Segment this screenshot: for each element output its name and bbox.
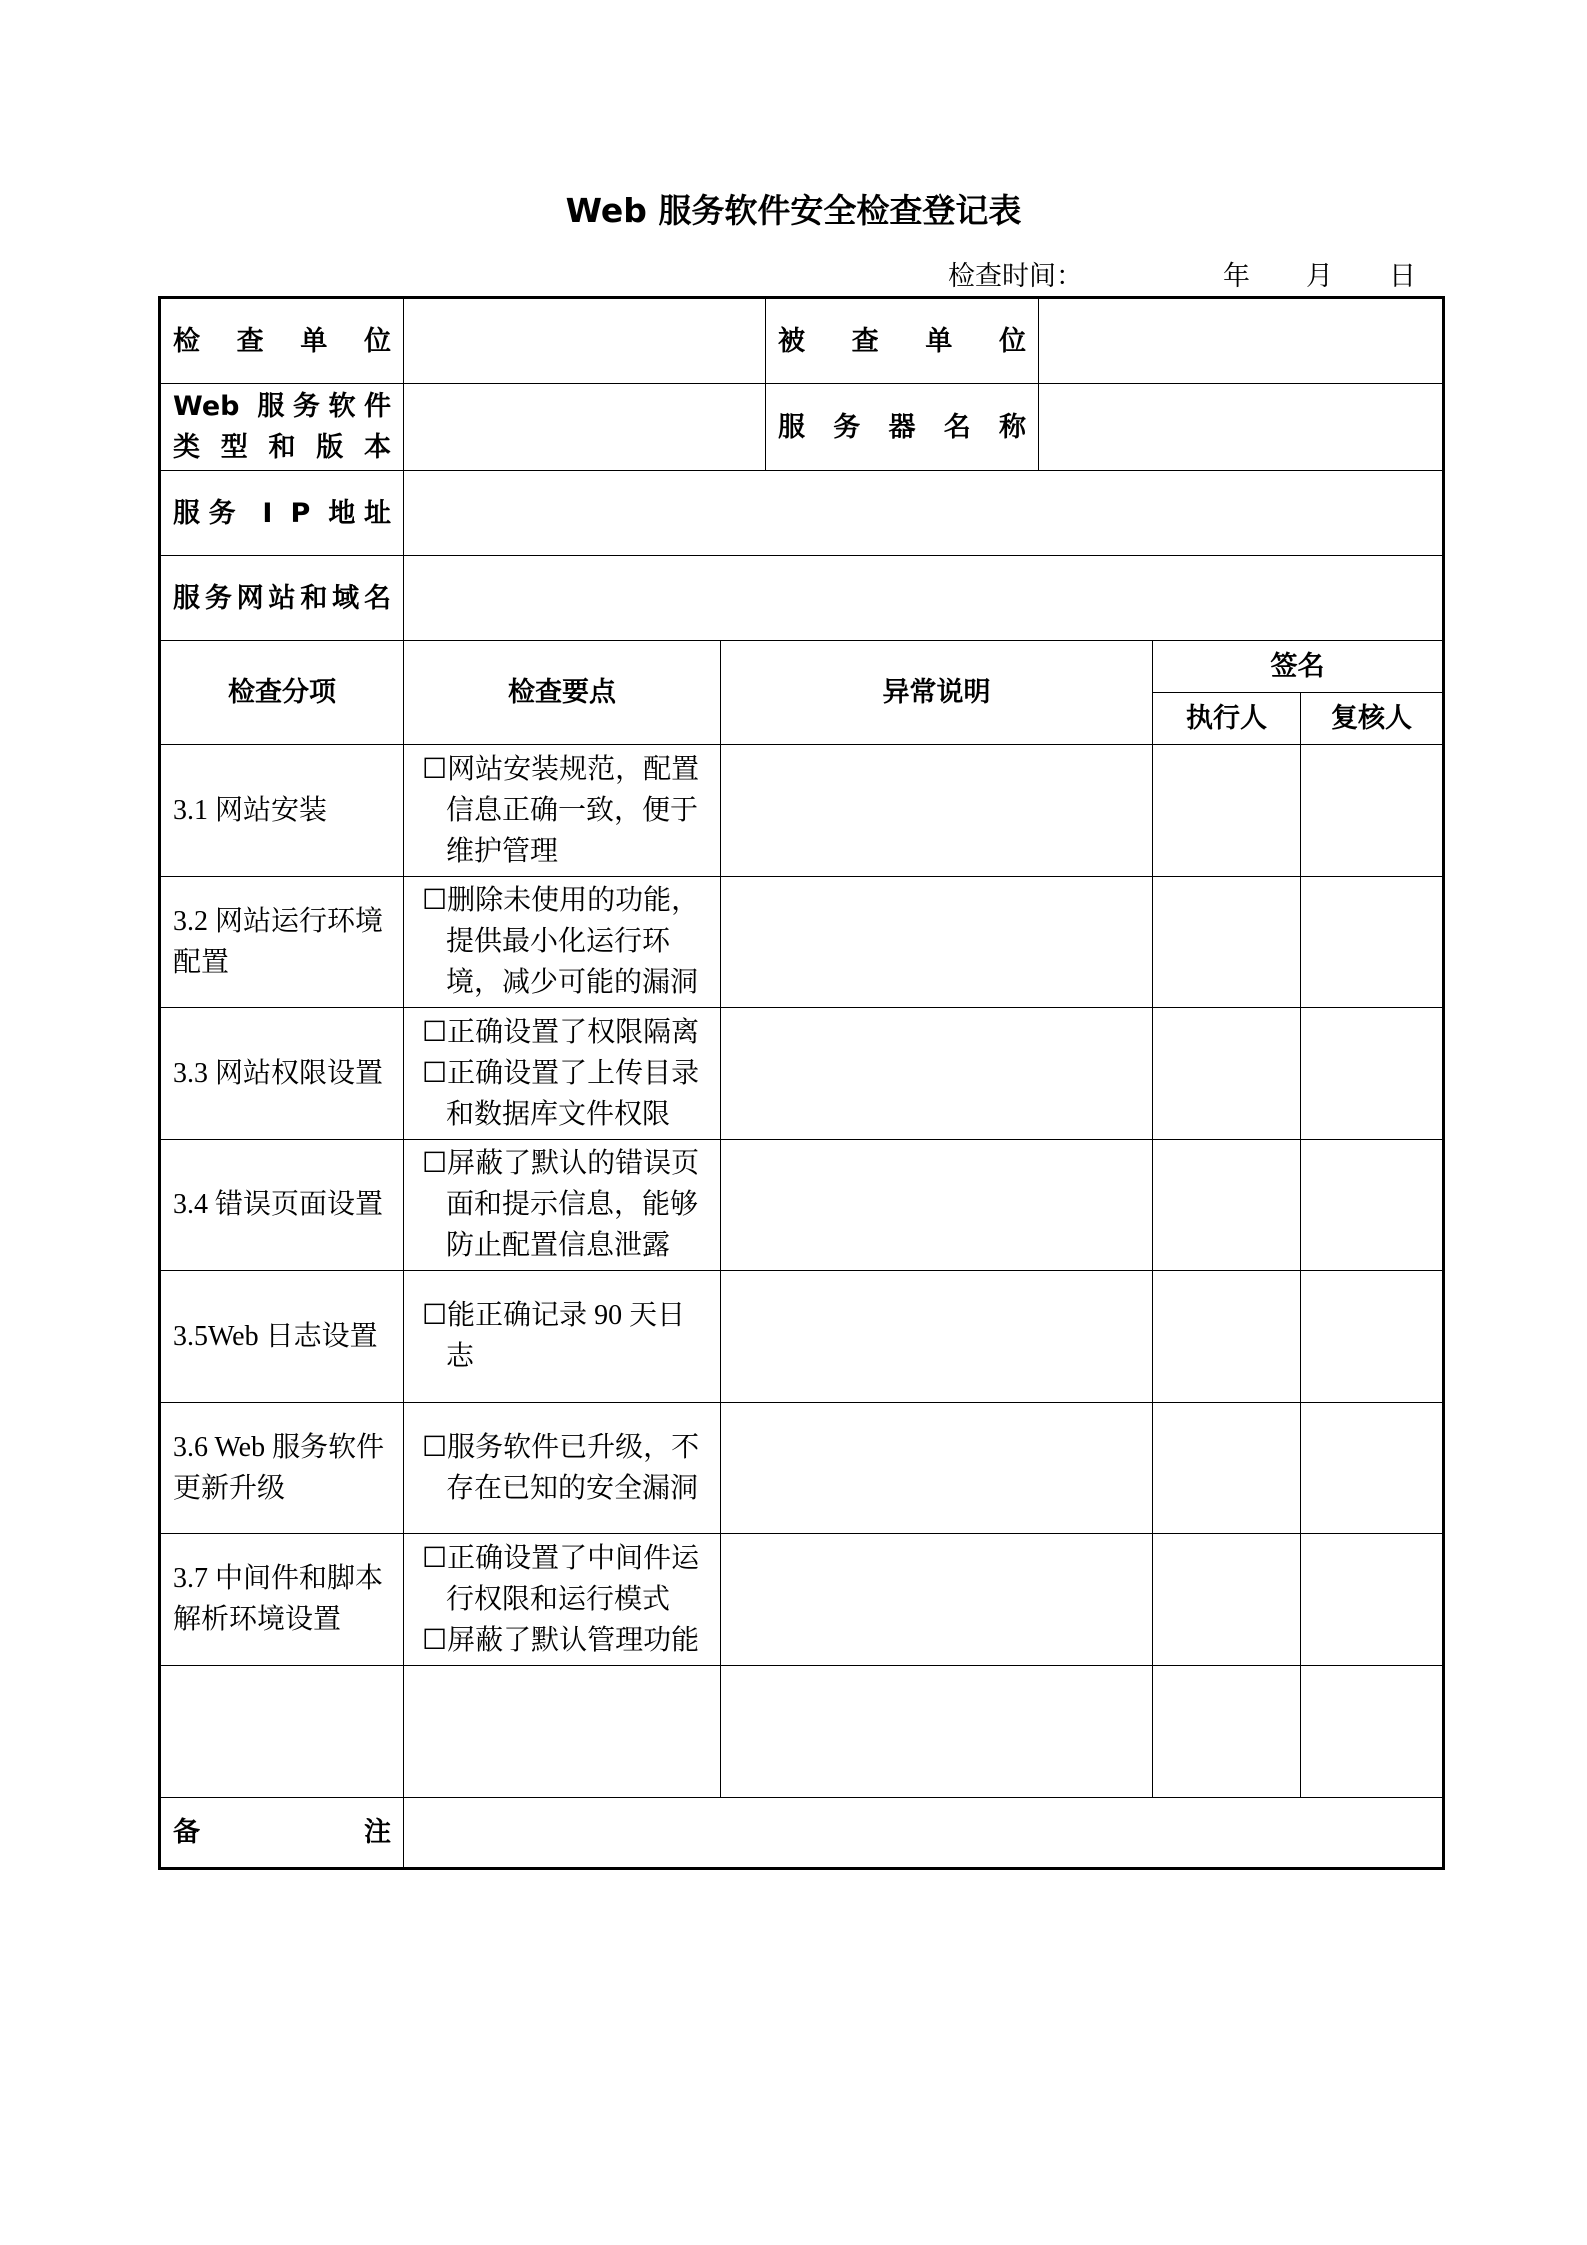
item-cell: 3.7 中间件和脚本解析环境设置 bbox=[160, 1534, 404, 1666]
check-point[interactable]: ☐删除未使用的功能，提供最小化运行环境，减少可能的漏洞 bbox=[422, 885, 700, 999]
table-row bbox=[160, 1271, 1444, 1403]
item-cell: 3.1 网站安装 bbox=[160, 745, 404, 877]
check-point[interactable]: ☐正确设置了上传目录和数据库文件权限 bbox=[422, 1057, 700, 1130]
item-cell: 3.4 错误页面设置 bbox=[160, 1139, 404, 1271]
item-cell: 3.6 Web 服务软件更新升级 bbox=[160, 1402, 404, 1534]
table-row-blank bbox=[160, 1665, 1444, 1797]
reviewer-cell[interactable] bbox=[1301, 1665, 1444, 1797]
anomaly-cell[interactable] bbox=[721, 876, 1153, 1008]
executor-cell[interactable] bbox=[1153, 876, 1301, 1008]
anomaly-cell[interactable] bbox=[721, 1271, 1153, 1403]
executor-cell[interactable] bbox=[1153, 1008, 1301, 1140]
reviewer-cell[interactable] bbox=[1301, 745, 1444, 877]
executor-cell[interactable] bbox=[1153, 1665, 1301, 1797]
reviewer-cell[interactable] bbox=[1301, 1534, 1444, 1666]
software-type-field[interactable] bbox=[404, 384, 766, 471]
date-month: 月 bbox=[1306, 261, 1333, 291]
domain-label: 服务网站和域名 bbox=[160, 556, 404, 641]
check-point[interactable]: ☐正确设置了权限隔离 bbox=[422, 1016, 700, 1048]
page-title: Web 服务软件安全检查登记表 bbox=[565, 191, 1022, 230]
executor-cell[interactable] bbox=[1153, 1139, 1301, 1271]
check-point[interactable]: ☐网站安装规范，配置信息正确一致，便于维护管理 bbox=[422, 753, 700, 867]
anomaly-cell[interactable] bbox=[721, 1008, 1153, 1140]
software-type-label: Web 服务软件 类 型 和 版 本 bbox=[160, 384, 404, 471]
executor-cell[interactable] bbox=[1153, 745, 1301, 877]
executor-cell[interactable] bbox=[1153, 1402, 1301, 1534]
server-name-field[interactable] bbox=[1039, 384, 1444, 471]
domain-field[interactable] bbox=[404, 556, 1444, 641]
executor-cell[interactable] bbox=[1153, 1271, 1301, 1403]
ip-label: 服务 I P 地址 bbox=[160, 471, 404, 556]
item-cell: 3.2 网站运行环境配置 bbox=[160, 876, 404, 1008]
checker-unit-field[interactable] bbox=[404, 298, 766, 384]
checked-unit-label: 被 查 单 位 bbox=[766, 298, 1039, 384]
table-row bbox=[160, 1008, 1444, 1140]
remarks-field[interactable] bbox=[404, 1797, 1444, 1868]
reviewer-cell[interactable] bbox=[1301, 1008, 1444, 1140]
header-item: 检查分项 bbox=[160, 641, 404, 745]
ip-field[interactable] bbox=[404, 471, 1444, 556]
check-point[interactable]: ☐服务软件已升级，不存在已知的安全漏洞 bbox=[422, 1431, 700, 1504]
table-row bbox=[160, 1402, 1444, 1534]
anomaly-cell[interactable] bbox=[721, 1534, 1153, 1666]
item-cell: 3.5Web 日志设置 bbox=[160, 1271, 404, 1403]
inspection-date bbox=[948, 254, 1416, 293]
date-label: 检查时间： bbox=[948, 261, 1083, 291]
inspection-table bbox=[158, 296, 1445, 1870]
header-reviewer: 复核人 bbox=[1301, 693, 1444, 745]
reviewer-cell[interactable] bbox=[1301, 1402, 1444, 1534]
checked-unit-field[interactable] bbox=[1039, 298, 1444, 384]
table-row bbox=[160, 876, 1444, 1008]
header-anomaly: 异常说明 bbox=[721, 641, 1153, 745]
reviewer-cell[interactable] bbox=[1301, 876, 1444, 1008]
table-row bbox=[160, 1534, 1444, 1666]
check-point[interactable]: ☐屏蔽了默认的错误页面和提示信息，能够防止配置信息泄露 bbox=[422, 1148, 700, 1262]
executor-cell[interactable] bbox=[1153, 1534, 1301, 1666]
remarks-label: 备 注 bbox=[160, 1797, 404, 1868]
anomaly-cell[interactable] bbox=[721, 1665, 1153, 1797]
checker-unit-label: 检 查 单 位 bbox=[160, 298, 404, 384]
reviewer-cell[interactable] bbox=[1301, 1271, 1444, 1403]
date-day: 日 bbox=[1389, 261, 1416, 291]
item-cell[interactable] bbox=[160, 1665, 404, 1797]
anomaly-cell[interactable] bbox=[721, 1139, 1153, 1271]
table-row bbox=[160, 745, 1444, 877]
server-name-label: 服 务 器 名 称 bbox=[766, 384, 1039, 471]
check-point[interactable]: ☐屏蔽了默认管理功能 bbox=[422, 1624, 700, 1656]
reviewer-cell[interactable] bbox=[1301, 1139, 1444, 1271]
anomaly-cell[interactable] bbox=[721, 1402, 1153, 1534]
check-point[interactable]: ☐能正确记录 90 天日志 bbox=[422, 1300, 686, 1373]
points-cell[interactable] bbox=[404, 1665, 721, 1797]
check-point[interactable]: ☐正确设置了中间件运行权限和运行模式 bbox=[422, 1542, 700, 1615]
anomaly-cell[interactable] bbox=[721, 745, 1153, 877]
header-points: 检查要点 bbox=[404, 641, 721, 745]
header-sign: 签名 bbox=[1153, 641, 1444, 693]
date-year: 年 bbox=[1223, 261, 1250, 291]
header-executor: 执行人 bbox=[1153, 693, 1301, 745]
item-cell: 3.3 网站权限设置 bbox=[160, 1008, 404, 1140]
table-row bbox=[160, 1139, 1444, 1271]
